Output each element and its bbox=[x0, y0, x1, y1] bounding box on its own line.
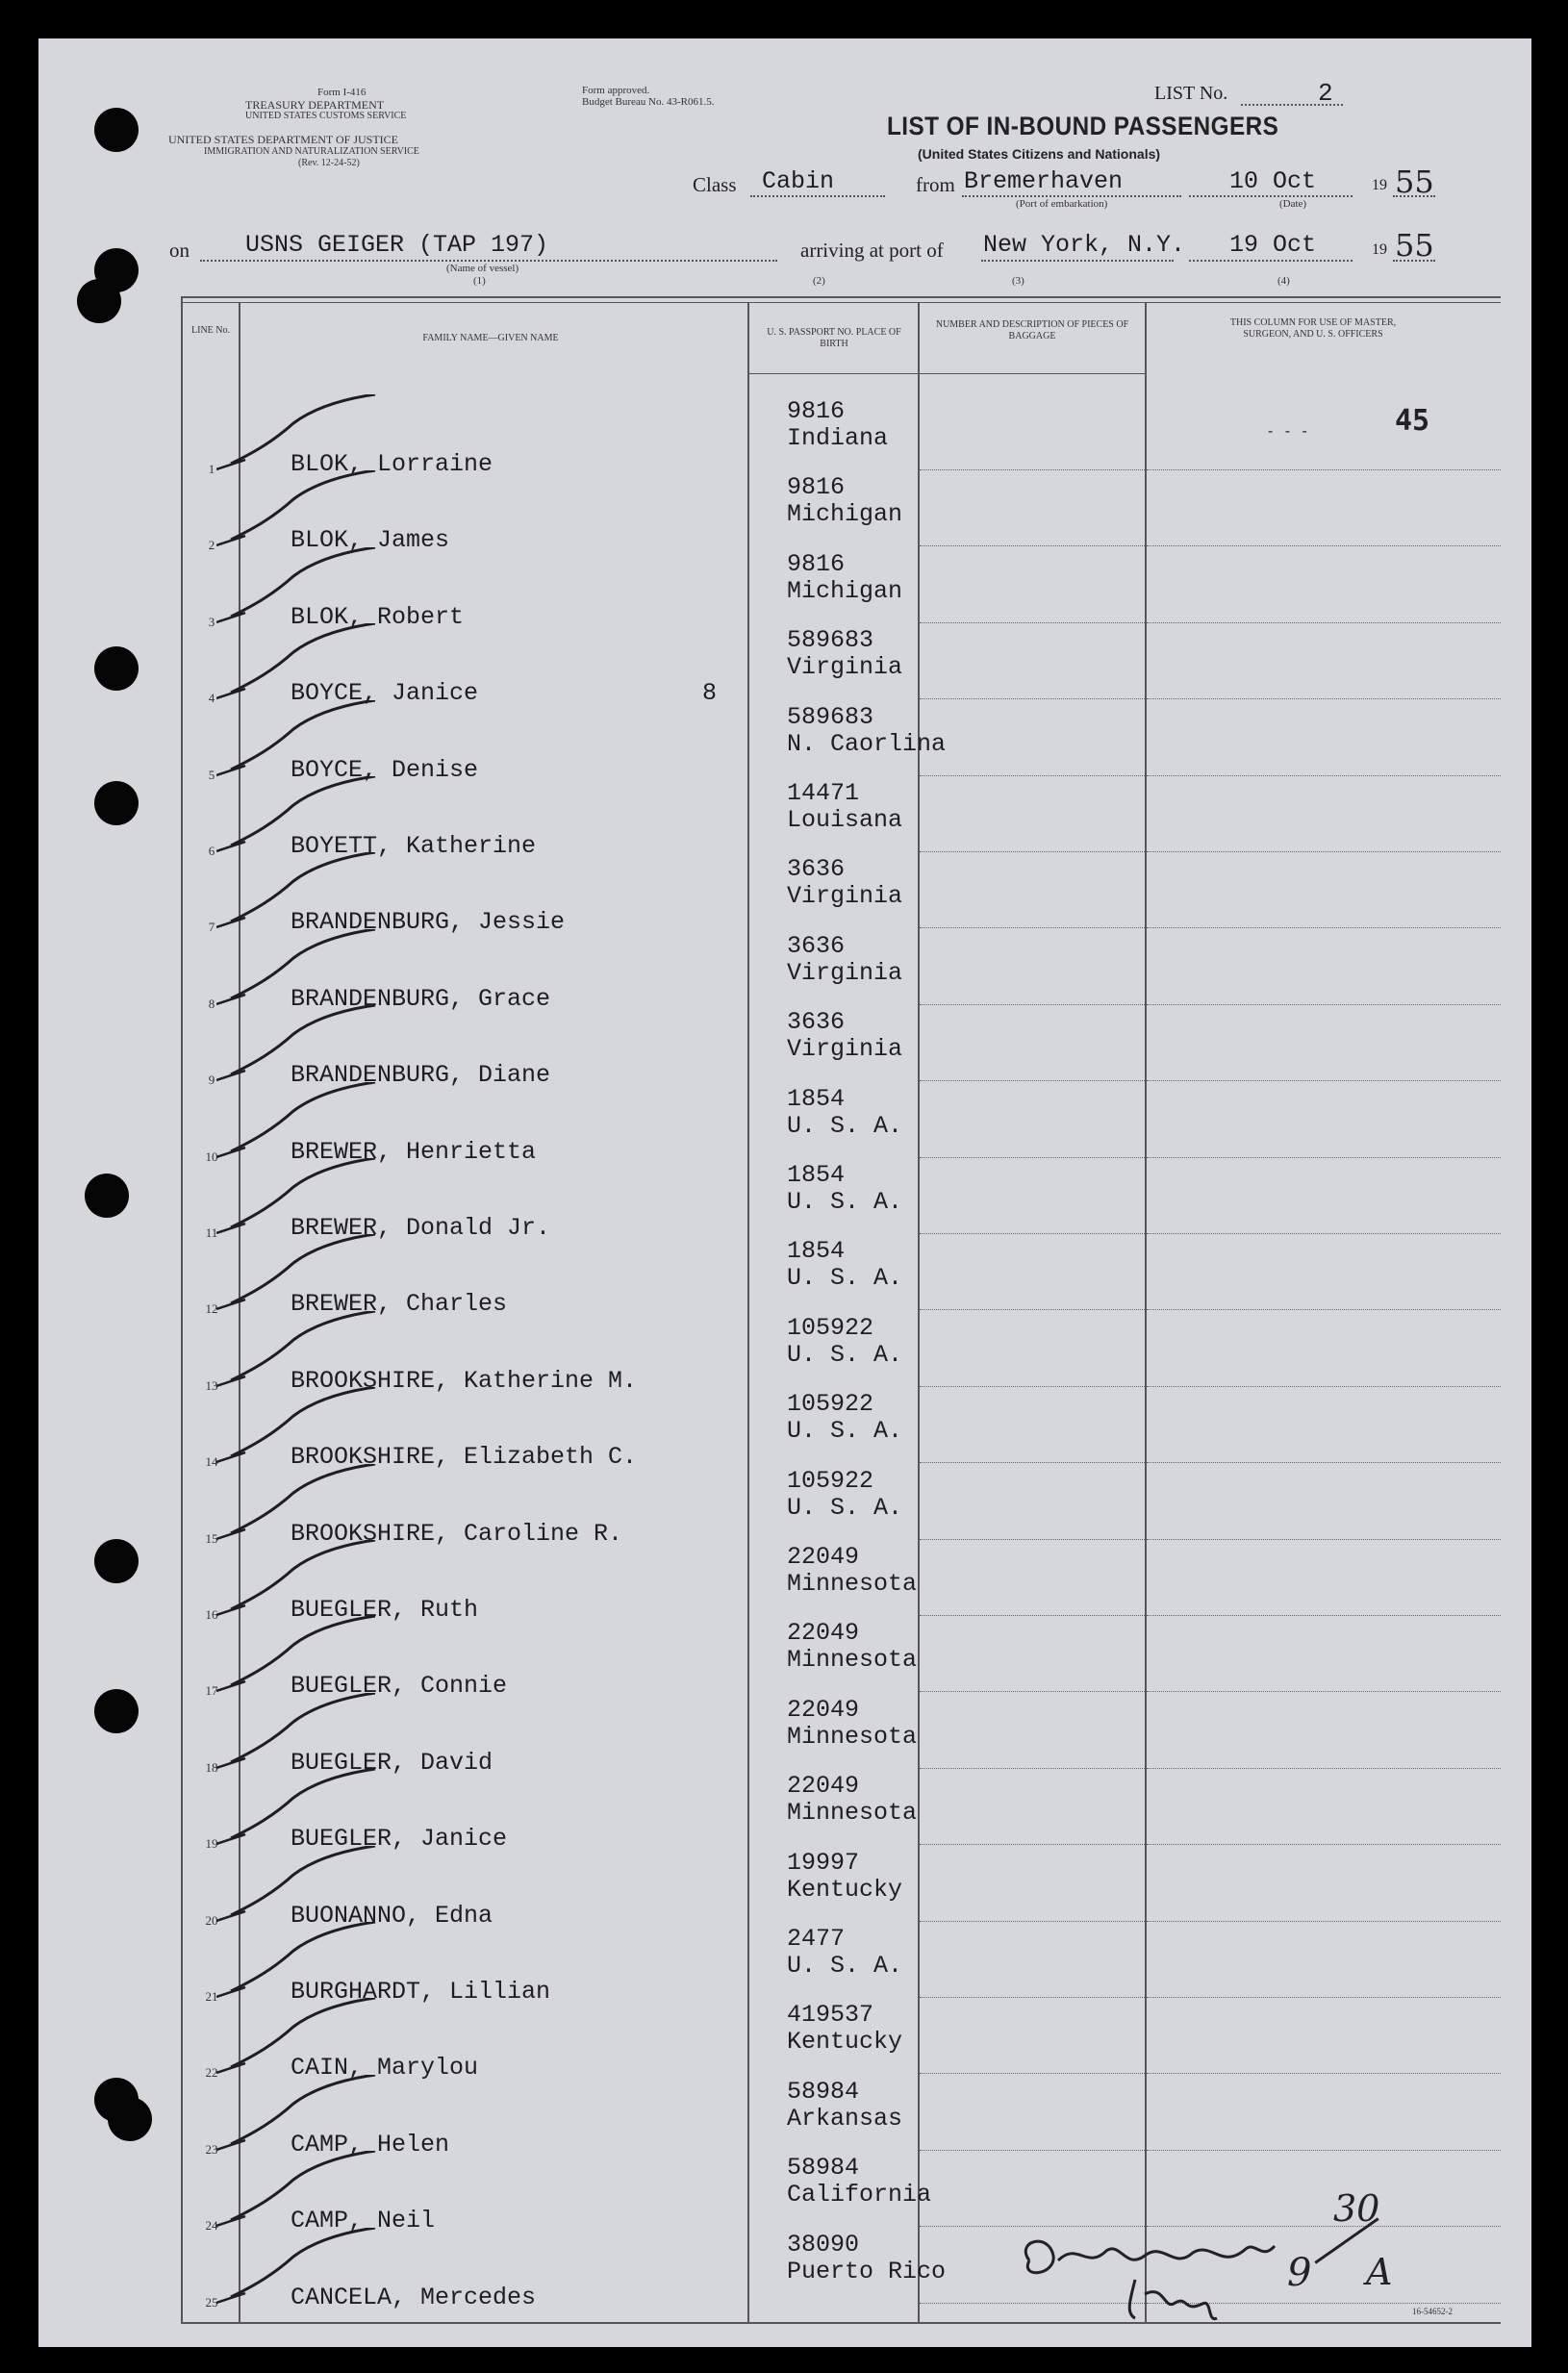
manifest-subtitle: (United States Citizens and Nationals) bbox=[918, 146, 1161, 162]
passenger-name: CAMP, Helen bbox=[291, 2130, 450, 2158]
passenger-name: BLOK, James bbox=[291, 526, 450, 555]
line-number: 11 bbox=[205, 1225, 218, 1240]
line-number: 10 bbox=[205, 1149, 218, 1164]
revision: (Rev. 12-24-52) bbox=[298, 158, 360, 168]
passenger-name: BOYCE, Janice bbox=[291, 679, 479, 708]
port-caption: (Port of embarkation) bbox=[1016, 198, 1108, 210]
line-number: 15 bbox=[205, 1530, 218, 1546]
place-of-birth: Michigan bbox=[787, 500, 903, 529]
check-mark-icon bbox=[216, 1616, 380, 1693]
vessel-name: USNS GEIGER (TAP 197) bbox=[245, 231, 549, 259]
place-of-birth: U. S. A. bbox=[787, 1952, 903, 1980]
passport-number: 1854 bbox=[787, 1161, 846, 1189]
header-name: FAMILY NAME—GIVEN NAME bbox=[422, 333, 559, 343]
passenger-name: BROOKSHIRE, Caroline R. bbox=[291, 1519, 623, 1548]
header-baggage: NUMBER AND DESCRIPTION OF PIECES OF BAGGAGE bbox=[935, 319, 1129, 341]
passenger-name: BURGHARDT, Lillian bbox=[291, 1978, 551, 2006]
passport-number: 3636 bbox=[787, 1008, 846, 1037]
arriving-label: arriving at port of bbox=[800, 239, 944, 262]
col-caption-3: (3) bbox=[1012, 275, 1024, 287]
departure-date: 10 Oct bbox=[1229, 167, 1317, 195]
place-of-birth: U. S. A. bbox=[787, 1264, 903, 1293]
check-mark-icon bbox=[216, 1005, 380, 1082]
on-label: on bbox=[169, 239, 190, 262]
year-prefix: 19 bbox=[1372, 177, 1387, 193]
check-mark-icon bbox=[216, 1922, 380, 1999]
punch-hole bbox=[94, 646, 139, 691]
col-caption-2: (2) bbox=[813, 275, 825, 287]
check-mark-icon bbox=[216, 1158, 380, 1235]
line-number: 14 bbox=[205, 1454, 218, 1470]
passport-number: 58984 bbox=[787, 2154, 860, 2183]
place-of-birth: Kentucky bbox=[787, 2028, 903, 2057]
col-caption-1: (1) bbox=[473, 275, 486, 287]
inspector-signature bbox=[1010, 2203, 1299, 2328]
fraction-top: 30 bbox=[1333, 2187, 1380, 2230]
passenger-name: CAIN, Marylou bbox=[291, 2054, 479, 2083]
arrival-date: 19 Oct bbox=[1229, 231, 1317, 259]
passenger-name: BUEGLER, Connie bbox=[291, 1672, 508, 1701]
line-number: 19 bbox=[205, 1836, 218, 1852]
place-of-birth: Minnesota bbox=[787, 1799, 918, 1828]
line-number: 6 bbox=[208, 844, 215, 858]
inspector-abbrev bbox=[1147, 2285, 1189, 2309]
check-mark-icon bbox=[216, 1540, 380, 1617]
line-number: 4 bbox=[208, 691, 215, 706]
check-mark-icon bbox=[216, 1464, 380, 1541]
officer-dash-mark: - - - bbox=[1268, 423, 1311, 440]
place-of-birth: U. S. A. bbox=[787, 1188, 903, 1216]
passport-number: 2477 bbox=[787, 1925, 846, 1953]
passenger-name: BRANDENBURG, Jessie bbox=[291, 908, 566, 937]
class-label: Class bbox=[693, 173, 737, 196]
customs-service: UNITED STATES CUSTOMS SERVICE bbox=[245, 111, 407, 121]
place-of-birth: Virginia bbox=[787, 1035, 903, 1064]
arrival-port: New York, N.Y. bbox=[983, 231, 1186, 259]
footer-code: 16-54652-2 bbox=[1412, 2307, 1453, 2316]
officer-count: 45 bbox=[1395, 404, 1430, 438]
passport-number: 3636 bbox=[787, 931, 846, 960]
passenger-name: BRANDENBURG, Diane bbox=[291, 1061, 551, 1090]
annotation-number: 8 bbox=[702, 679, 718, 708]
check-mark-icon bbox=[216, 1387, 380, 1464]
check-mark-icon bbox=[216, 1693, 380, 1770]
passenger-name: BREWER, Henrietta bbox=[291, 1137, 537, 1166]
passenger-name: CAMP, Neil bbox=[291, 2207, 436, 2235]
line-number: 12 bbox=[205, 1301, 218, 1317]
passport-number: 38090 bbox=[787, 2230, 860, 2259]
place-of-birth: N. Caorlina bbox=[787, 729, 947, 758]
check-mark-icon bbox=[216, 2075, 380, 2152]
fraction-bottom: A bbox=[1366, 2251, 1393, 2293]
check-mark-icon bbox=[216, 1846, 380, 1923]
line-number: 18 bbox=[205, 1759, 218, 1775]
check-mark-icon bbox=[216, 2228, 380, 2305]
place-of-birth: Michigan bbox=[787, 576, 903, 605]
passenger-name: BROOKSHIRE, Elizabeth C. bbox=[291, 1443, 638, 1472]
class-value: Cabin bbox=[762, 167, 835, 195]
line-number: 7 bbox=[208, 920, 215, 935]
line-number: 21 bbox=[205, 1989, 218, 2004]
place-of-birth: U. S. A. bbox=[787, 1493, 903, 1522]
year-prefix-2: 19 bbox=[1372, 241, 1387, 258]
header-officers: THIS COLUMN FOR USE OF MASTER, SURGEON, AND U. S. OFFICERS bbox=[1229, 317, 1397, 340]
from-label: from bbox=[916, 173, 955, 196]
passenger-name: BRANDENBURG, Grace bbox=[291, 984, 551, 1013]
passenger-name: BUONANNO, Edna bbox=[291, 1901, 493, 1930]
vessel-caption: (Name of vessel) bbox=[446, 263, 519, 274]
punch-hole bbox=[94, 1539, 139, 1583]
passport-number: 105922 bbox=[787, 1313, 874, 1342]
manifest-sheet bbox=[38, 38, 1531, 2347]
passport-number: 589683 bbox=[787, 626, 874, 655]
place-of-birth: Indiana bbox=[787, 424, 889, 452]
passenger-name: BREWER, Donald Jr. bbox=[291, 1214, 551, 1242]
place-of-birth: Virginia bbox=[787, 958, 903, 987]
place-of-birth: U. S. A. bbox=[787, 1111, 903, 1140]
line-number: 24 bbox=[205, 2218, 218, 2234]
list-no-label: LIST No. bbox=[1154, 83, 1228, 104]
passenger-name: BLOK, Lorraine bbox=[291, 450, 493, 478]
check-mark-icon bbox=[216, 1769, 380, 1846]
punch-hole bbox=[77, 279, 121, 323]
treasury-dept: TREASURY DEPARTMENT bbox=[245, 98, 385, 112]
passport-number: 9816 bbox=[787, 397, 846, 425]
punch-hole bbox=[94, 781, 139, 825]
justice-dept: UNITED STATES DEPARTMENT OF JUSTICE bbox=[168, 133, 399, 146]
punch-hole bbox=[85, 1174, 129, 1218]
line-number: 5 bbox=[208, 767, 215, 782]
punch-hole bbox=[94, 1689, 139, 1733]
line-number: 25 bbox=[205, 2294, 218, 2310]
line-number: 17 bbox=[205, 1683, 218, 1699]
passport-number: 1854 bbox=[787, 1084, 846, 1113]
place-of-birth: Puerto Rico bbox=[787, 2257, 947, 2285]
line-number: 23 bbox=[205, 2141, 218, 2157]
check-mark-icon bbox=[216, 776, 380, 853]
check-mark-icon bbox=[216, 1998, 380, 2075]
inspector-digit: 9 bbox=[1287, 2251, 1312, 2295]
port-of-embarkation: Bremerhaven bbox=[964, 167, 1124, 195]
passenger-name: BLOK, Robert bbox=[291, 602, 465, 631]
passport-number: 19997 bbox=[787, 1848, 860, 1877]
line-number: 20 bbox=[205, 1912, 218, 1928]
passenger-name: BUEGLER, Janice bbox=[291, 1825, 508, 1854]
line-number: 22 bbox=[205, 2065, 218, 2081]
passport-number: 105922 bbox=[787, 1466, 874, 1495]
line-number: 8 bbox=[208, 996, 215, 1011]
passport-number: 9816 bbox=[787, 549, 846, 578]
passport-number: 14471 bbox=[787, 779, 860, 807]
place-of-birth: Kentucky bbox=[787, 1875, 903, 1904]
check-mark-icon bbox=[216, 1082, 380, 1159]
header-passport: U. S. PASSPORT NO. PLACE OF BIRTH bbox=[767, 327, 901, 349]
passport-number: 105922 bbox=[787, 1390, 874, 1419]
punch-hole bbox=[108, 2097, 152, 2141]
passport-number: 589683 bbox=[787, 702, 874, 731]
place-of-birth: Virginia bbox=[787, 882, 903, 911]
check-mark-icon bbox=[216, 623, 380, 700]
place-of-birth: California bbox=[787, 2181, 932, 2209]
budget-bureau: Budget Bureau No. 43-R061.5. bbox=[582, 96, 715, 108]
passport-number: 22049 bbox=[787, 1543, 860, 1571]
list-number: 2 bbox=[1318, 79, 1333, 108]
place-of-birth: Louisana bbox=[787, 806, 903, 834]
line-number: 9 bbox=[208, 1073, 215, 1088]
line-number: 3 bbox=[208, 614, 215, 629]
check-mark-icon bbox=[216, 2151, 380, 2228]
passenger-name: BROOKSHIRE, Katherine M. bbox=[291, 1366, 638, 1395]
ins-service: IMMIGRATION AND NATURALIZATION SERVICE bbox=[204, 146, 419, 157]
date-caption: (Date) bbox=[1279, 198, 1307, 210]
line-number: 16 bbox=[205, 1607, 218, 1622]
place-of-birth: Minnesota bbox=[787, 1646, 918, 1675]
departure-year: 55 bbox=[1395, 164, 1434, 200]
header-line-no: LINE No. bbox=[191, 325, 230, 336]
place-of-birth: U. S. A. bbox=[787, 1417, 903, 1446]
passenger-name: CANCELA, Mercedes bbox=[291, 2283, 537, 2311]
passenger-name: BREWER, Charles bbox=[291, 1290, 508, 1319]
form-number: Form I-416 bbox=[317, 87, 367, 98]
check-mark-icon bbox=[216, 1234, 380, 1311]
place-of-birth: U. S. A. bbox=[787, 1340, 903, 1369]
passport-number: 3636 bbox=[787, 855, 846, 884]
check-mark-icon bbox=[216, 929, 380, 1006]
line-number: 13 bbox=[205, 1377, 218, 1393]
passport-number: 22049 bbox=[787, 1772, 860, 1801]
check-mark-icon bbox=[216, 470, 380, 547]
check-mark-icon bbox=[216, 700, 380, 777]
line-number: 1 bbox=[208, 462, 215, 476]
form-approved: Form approved. bbox=[582, 85, 650, 96]
check-mark-icon bbox=[216, 1311, 380, 1388]
punch-hole bbox=[94, 108, 139, 152]
passenger-name: BOYCE, Denise bbox=[291, 755, 479, 784]
place-of-birth: Virginia bbox=[787, 653, 903, 682]
passport-number: 58984 bbox=[787, 2077, 860, 2106]
passenger-name: BOYETT, Katherine bbox=[291, 832, 537, 860]
check-mark-icon bbox=[216, 547, 380, 624]
passport-number: 22049 bbox=[787, 1695, 860, 1724]
place-of-birth: Arkansas bbox=[787, 2104, 903, 2133]
passport-number: 9816 bbox=[787, 473, 846, 502]
passenger-name: BUEGLER, David bbox=[291, 1748, 493, 1777]
check-mark-icon bbox=[216, 394, 380, 471]
passport-number: 1854 bbox=[787, 1237, 846, 1266]
place-of-birth: Minnesota bbox=[787, 1722, 918, 1751]
arrival-year: 55 bbox=[1395, 227, 1434, 264]
manifest-title: LIST OF IN-BOUND PASSENGERS bbox=[887, 112, 1279, 140]
passenger-name: BUEGLER, Ruth bbox=[291, 1596, 479, 1624]
place-of-birth: Minnesota bbox=[787, 1570, 918, 1598]
passport-number: 419537 bbox=[787, 2001, 874, 2030]
col-caption-4: (4) bbox=[1277, 275, 1290, 287]
passport-number: 22049 bbox=[787, 1619, 860, 1648]
line-number: 2 bbox=[208, 538, 215, 553]
check-mark-icon bbox=[216, 852, 380, 929]
